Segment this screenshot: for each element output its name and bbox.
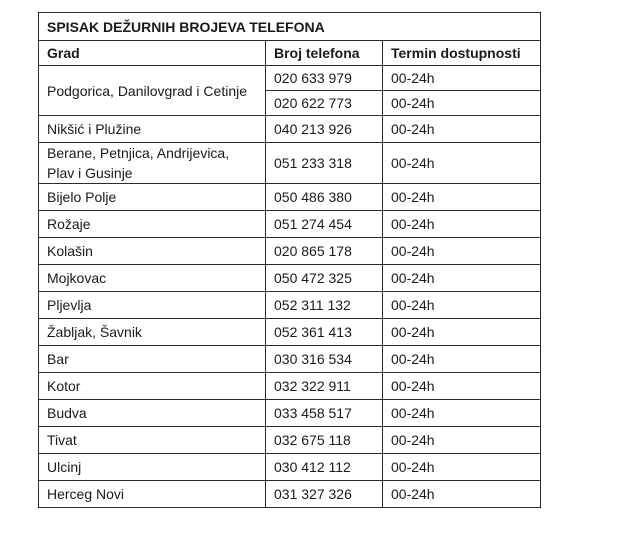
- hours-cell: 00-24h: [383, 427, 541, 454]
- table-header-row: [39, 41, 541, 66]
- phone-cell: 050 486 380: [266, 184, 383, 211]
- phone-cell: 020 865 178: [266, 238, 383, 265]
- phone-cell: 051 233 318: [266, 143, 383, 184]
- header-phone: Broj telefona: [266, 41, 383, 66]
- hours-cell: 00-24h: [383, 400, 541, 427]
- hours-cell: 00-24h: [383, 265, 541, 292]
- header-city: Grad: [39, 41, 266, 66]
- city-cell: Nikšić i Plužine: [39, 116, 266, 143]
- table-row: [39, 184, 541, 211]
- phone-cell: 030 316 534: [266, 346, 383, 373]
- phone-cell: 032 322 911: [266, 373, 383, 400]
- city-cell: Kotor: [39, 373, 266, 400]
- city-cell: Bar: [39, 346, 266, 373]
- table-row: [39, 319, 541, 346]
- table-title: SPISAK DEŽURNIH BROJEVA TELEFONA: [39, 13, 541, 41]
- hours-cell: 00-24h: [383, 373, 541, 400]
- city-cell: Budva: [39, 400, 266, 427]
- phone-cell: 050 472 325: [266, 265, 383, 292]
- hours-cell: 00-24h: [383, 238, 541, 265]
- phone-cell: 030 412 112: [266, 454, 383, 481]
- city-cell: Žabljak, Šavnik: [39, 319, 266, 346]
- phone-cell: 051 274 454: [266, 211, 383, 238]
- table-row: [39, 211, 541, 238]
- table-row: [39, 346, 541, 373]
- city-cell: Kolašin: [39, 238, 266, 265]
- city-cell: Pljevlja: [39, 292, 266, 319]
- hours-cell: 00-24h: [383, 292, 541, 319]
- table-row: [39, 454, 541, 481]
- city-cell: Bijelo Polje: [39, 184, 266, 211]
- phone-cell: 040 213 926: [266, 116, 383, 143]
- phone-cell: 052 311 132: [266, 292, 383, 319]
- hours-cell: 00-24h: [383, 143, 541, 184]
- phone-cell: 033 458 517: [266, 400, 383, 427]
- table-row: [39, 66, 541, 91]
- phone-cell: 052 361 413: [266, 319, 383, 346]
- table-row: [39, 143, 541, 184]
- phone-cell: 031 327 326: [266, 481, 383, 508]
- phone-cell: 020 633 979: [266, 66, 383, 91]
- city-cell: Rožaje: [39, 211, 266, 238]
- header-hours: Termin dostupnosti: [383, 41, 541, 66]
- city-cell: Herceg Novi: [39, 481, 266, 508]
- table-row: [39, 265, 541, 292]
- hours-cell: 00-24h: [383, 346, 541, 373]
- table-row: [39, 292, 541, 319]
- hours-cell: 00-24h: [383, 481, 541, 508]
- table-row: [39, 481, 541, 508]
- table-title-row: [39, 13, 541, 41]
- city-cell: Ulcinj: [39, 454, 266, 481]
- city-cell: Tivat: [39, 427, 266, 454]
- hours-cell: 00-24h: [383, 454, 541, 481]
- table-row: [39, 400, 541, 427]
- phone-cell: 032 675 118: [266, 427, 383, 454]
- city-cell: Berane, Petnjica, Andrijevica, Plav i Gusinje: [39, 143, 266, 184]
- hours-cell: 00-24h: [383, 66, 541, 91]
- hours-cell: 00-24h: [383, 91, 541, 116]
- phone-table: [38, 12, 541, 508]
- table-row: [39, 116, 541, 143]
- hours-cell: 00-24h: [383, 211, 541, 238]
- table-row: [39, 373, 541, 400]
- hours-cell: 00-24h: [383, 319, 541, 346]
- phone-cell: 020 622 773: [266, 91, 383, 116]
- hours-cell: 00-24h: [383, 116, 541, 143]
- table-row: [39, 427, 541, 454]
- city-cell: Mojkovac: [39, 265, 266, 292]
- city-cell: Podgorica, Danilovgrad i Cetinje: [39, 66, 266, 116]
- hours-cell: 00-24h: [383, 184, 541, 211]
- table-row: [39, 238, 541, 265]
